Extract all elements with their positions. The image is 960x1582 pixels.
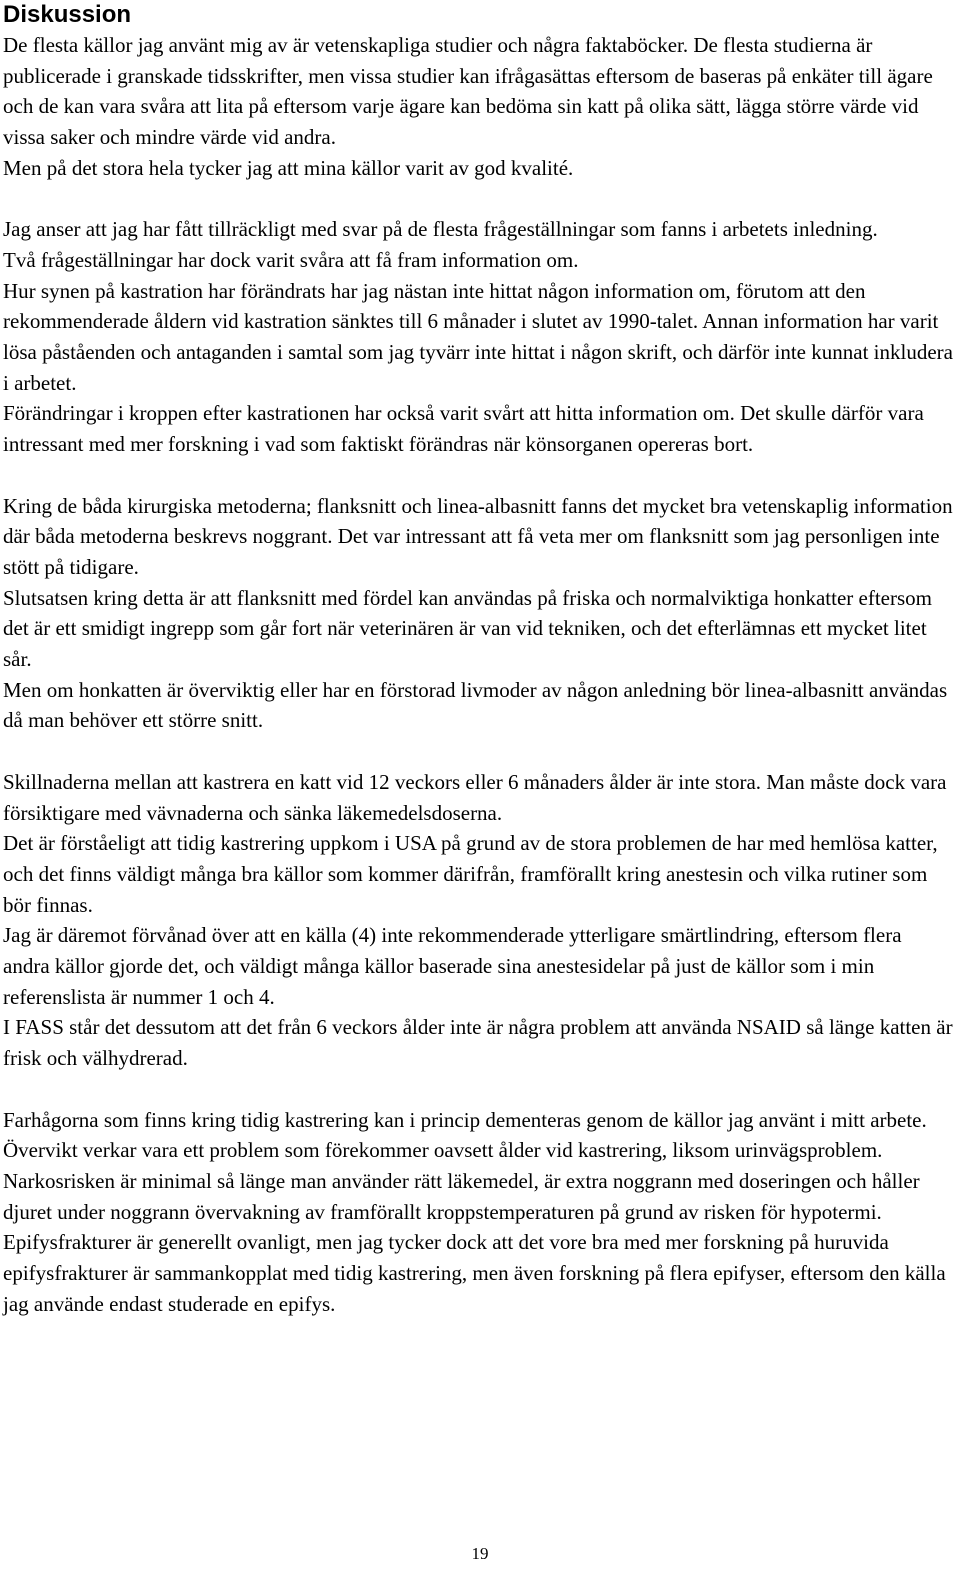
paragraph: Men om honkatten är överviktig eller har en förstorad livmoder av någon anledning bör linea-albasnitt användas då man behöver ett större snitt. xyxy=(3,677,948,733)
paragraph: Men på det stora hela tycker jag att mina källor varit av god kvalité. xyxy=(3,155,574,180)
paragraph-gap xyxy=(3,1074,953,1105)
section-heading: Diskussion xyxy=(3,1,132,28)
paragraph: Jag är däremot förvånad över att en källa (4) inte rekommenderade ytterligare smärtlindring, eftersom flera andra källor gjorde det, och väldigt många källor baserade sina anestesidelar på just de källor som i min referenslista är nummer 1 och 4. xyxy=(3,923,902,1009)
paragraph: Narkosrisken är minimal så länge man använder rätt läkemedel, är extra noggrann med doseringen och håller djuret under noggrann övervakning av framförallt kroppstemperaturen på grund av risken för hypotermi. xyxy=(3,1168,920,1224)
paragraph: De flesta källor jag använt mig av är vetenskapliga studier och några faktaböcker. De flesta studierna är publicerade i granskade tidsskrifter, men vissa studier kan ifrågasättas eftersom de baseras på enkäter till ägare och de kan vara svåra att lita på eftersom varje ägare kan bedöma sin katt på olika sätt, lägga större värde vid vissa saker och mindre värde vid andra. xyxy=(3,33,933,150)
paragraph: I FASS står det dessutom att det från 6 veckors ålder inte är några problem att använda NSAID så länge katten är frisk och välhydrerad. xyxy=(3,1015,953,1071)
paragraph-gap xyxy=(3,184,953,215)
paragraph: Övervikt verkar vara ett problem som förekommer oavsett ålder vid kastrering, liksom urinvägsproblem. xyxy=(3,1138,883,1163)
paragraph: Slutsatsen kring detta är att flanksnitt med fördel kan användas på friska och normalviktiga honkatter eftersom det är ett smidigt ingrepp som går fort när veterinären är van vid tekniken, och det efterlämnas ett mycket litet sår. xyxy=(3,585,932,672)
paragraph: Kring de båda kirurgiska metoderna; flanksnitt och linea-albasnitt fanns det mycket bra vetenskaplig information där båda metoderna beskrevs noggrant. Det var intressant att få veta mer om flanksnitt som jag personligen inte stött på tidigare. xyxy=(3,493,953,579)
paragraph: Förändringar i kroppen efter kastrationen har också varit svårt att hitta information om. Det skulle därför vara intressant med mer forskning i vad som faktiskt förändras när könsorganen opereras bort. xyxy=(3,401,924,457)
paragraph: Epifysfrakturer är generellt ovanligt, men jag tycker dock att det vore bra med mer forskning på huruvida epifysfrakturer är sammankopplat med tidig kastrering, men även forskning på flera epifyser, eftersom den källa jag använde endast studerade en epifys. xyxy=(3,1230,946,1316)
paragraph-gap xyxy=(3,460,953,491)
paragraph: Två frågeställningar har dock varit svåra att få fram information om. xyxy=(3,247,579,272)
paragraph: Hur synen på kastration har förändrats har jag nästan inte hittat någon information om, förutom att den rekommenderade åldern vid kastration sänktes till 6 månader i slutet av 1990-talet. Annan information har varit lösa påståenden och antaganden i samtal som jag tyvärr inte hittat i någon skrift, och därför inte kunnat inkludera i arbetet. xyxy=(3,278,953,395)
paragraph-gap xyxy=(3,736,953,767)
paragraph: Jag anser att jag har fått tillräckligt med svar på de flesta frågeställningar som fanns i arbetets inledning. xyxy=(3,217,878,242)
paragraph: Det är förståeligt att tidig kastrering uppkom i USA på grund av de stora problemen de har med hemlösa katter, och det finns väldigt många bra källor som kommer därifrån, framförallt kring anestesin och vilka rutiner som bör finnas. xyxy=(3,831,938,917)
document-page xyxy=(3,0,953,1319)
page-number: 19 xyxy=(471,1544,489,1563)
paragraph: Farhågorna som finns kring tidig kastrering kan i princip dementeras genom de källor jag använt i mitt arbete. xyxy=(3,1107,927,1132)
paragraph: Skillnaderna mellan att kastrera en katt vid 12 veckors eller 6 månaders ålder är inte stora. Man måste dock vara försiktigare med vävnaderna och sänka läkemedelsdoserna. xyxy=(3,769,947,825)
